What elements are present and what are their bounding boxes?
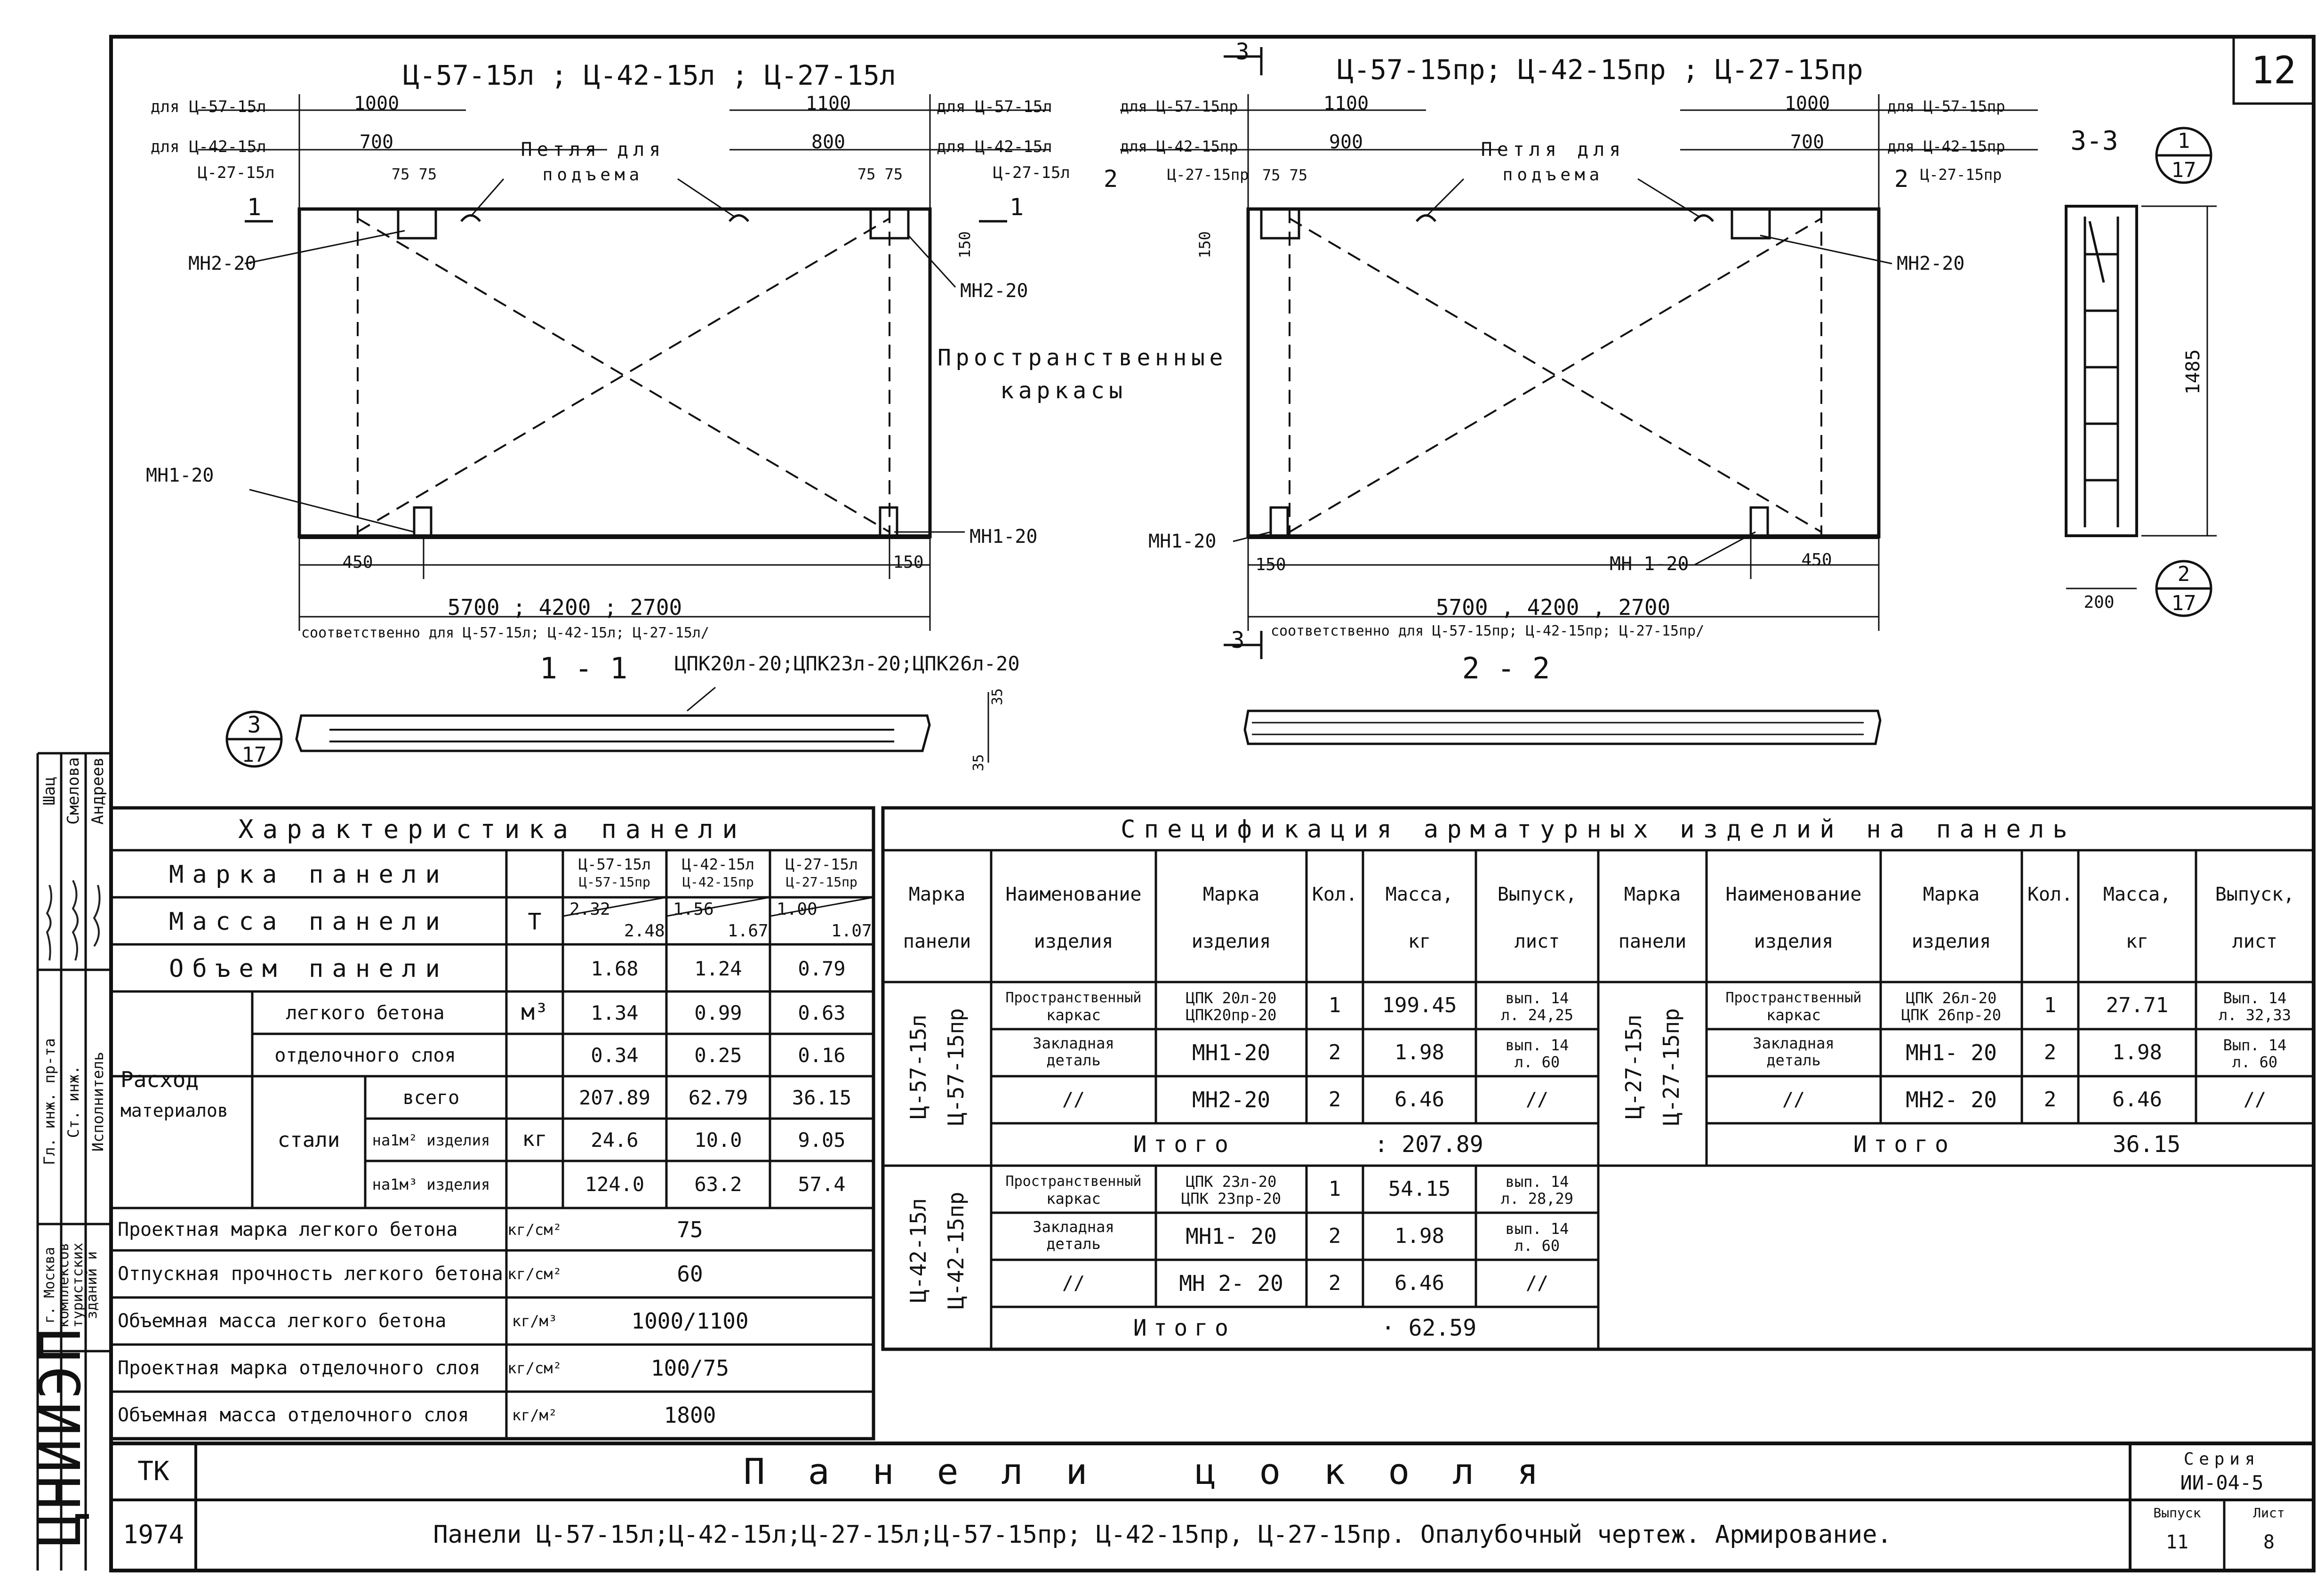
spec-embed-name-2: деталь [1766, 1051, 1821, 1069]
left-for-57: для Ц-57-15л [151, 97, 266, 116]
col-b-1: Ц-42-15л [681, 855, 755, 873]
right-for-57-right: для Ц-57-15пр [1887, 97, 2005, 115]
spec-mn1-qty: 2 [1328, 1224, 1341, 1248]
spec-mn1-qty: 2 [2044, 1040, 2057, 1064]
spec-header-h_issue-2: лист [1514, 931, 1560, 952]
dim-1485: 1485 [2182, 349, 2204, 395]
ref-3-17-bottom: 17 [241, 743, 267, 767]
ref-1-17-bottom: 17 [2171, 158, 2196, 182]
spec-mn1-mass: 1.98 [1394, 1224, 1444, 1248]
spec-mn1-issue-2: л. 60 [2232, 1053, 2278, 1071]
spec-mn2-qty: 2 [2044, 1088, 2057, 1112]
name-3: Андреев [88, 757, 107, 825]
spec-frame-qty: 1 [1328, 1177, 1341, 1201]
spec-panel-mark-1: Ц-27-15л [1621, 1015, 1646, 1119]
char-value-cell: 24.6 [591, 1128, 639, 1152]
left-dim-700: 700 [359, 131, 394, 153]
mass-a2: 2.48 [624, 921, 665, 941]
spec-header-h_mass-2: кг [2125, 931, 2149, 952]
right-mn1-label-right: МН 1-20 [1610, 553, 1689, 575]
right-loop-label-2: подъема [1502, 165, 1604, 185]
right-dim-1100: 1100 [1323, 93, 1369, 114]
section-2-2-label: 2 - 2 [1462, 651, 1550, 685]
spec-ditto-issue: // [2243, 1089, 2267, 1111]
spec-total-value: : 207.89 [1374, 1131, 1483, 1158]
left-dim-800: 800 [811, 131, 846, 153]
spec-total-value: 36.15 [2112, 1131, 2181, 1158]
spec-mn2-mark: МН 2- 20 [1179, 1271, 1283, 1296]
series-label: Серия [2183, 1450, 2260, 1469]
char-value-cell: 0.25 [694, 1044, 742, 1067]
spec-mn1-issue-1: вып. 14 [1505, 1220, 1569, 1238]
char-bottom-value: 60 [677, 1261, 703, 1287]
char-bottom-value: 1800 [664, 1402, 716, 1428]
left-dim-150-bottom: 150 [893, 553, 924, 572]
right-mn2-label: МН2-20 [1897, 253, 1965, 274]
spec-frame-name-1: Пространственный [1005, 990, 1142, 1006]
spec-frame-name-2: каркас [1766, 1006, 1821, 1024]
year-label: 1974 [122, 1520, 184, 1549]
spec-panel-mark-2: Ц-57-15пр [943, 1008, 969, 1126]
char-bottom-label: Проектная марка легкого бетона [118, 1219, 458, 1241]
char-value-cell: 0.16 [798, 1044, 846, 1067]
char-value-cell: 124.0 [585, 1173, 645, 1196]
spec-header-h_issue-2: лист [2232, 931, 2278, 952]
consumption-label-1: Расход [120, 1067, 199, 1092]
role-chief-engineer: Гл. инж. пр-та [40, 1038, 58, 1165]
char-bottom-value: 100/75 [650, 1355, 729, 1381]
spec-frame-issue-1: Вып. 14 [2223, 989, 2287, 1007]
steel-per-m3-label: на1м³ изделия [372, 1176, 490, 1193]
section-1-1-label: 1 - 1 [539, 651, 628, 685]
spec-mn2-mass: 6.46 [2112, 1088, 2162, 1112]
frames-label-1: Пространственные [938, 345, 1227, 371]
spec-mn1-issue-2: л. 60 [1514, 1237, 1560, 1255]
right-dim-150-bottom: 150 [1255, 555, 1286, 574]
char-bottom-value: 75 [677, 1217, 703, 1242]
mass-a1: 2.32 [569, 900, 610, 919]
spec-panel-mark-2: Ц-27-15пр [1659, 1008, 1684, 1126]
char-value-cell: 1.68 [591, 957, 639, 980]
char-value-cell: 57.4 [798, 1173, 846, 1196]
right-for-27-right: Ц-27-15пр [1920, 166, 2002, 184]
unit-kg: кг [522, 1127, 547, 1151]
ref-1-17-top: 1 [2177, 129, 2190, 153]
unit-m3: м³ [521, 999, 548, 1025]
steel-label: стали [277, 1128, 340, 1152]
org-desc-3: комплексов [56, 1242, 72, 1328]
spec-header-h_name-1: Наименование [1725, 884, 1862, 905]
left-for-42-right: для Ц-42-15л [937, 137, 1052, 156]
sheet-number: 12 [2251, 48, 2297, 92]
char-value-cell: 207.89 [579, 1086, 650, 1109]
issue-label: Выпуск [2153, 1505, 2201, 1521]
left-for-27: Ц-27-15л [198, 163, 275, 182]
char-value-cell: 1.24 [694, 957, 742, 980]
char-value-cell: 0.34 [591, 1044, 639, 1067]
spec-total-label: Итого [1133, 1315, 1235, 1341]
char-value-cell: 1.34 [591, 1001, 639, 1024]
spec-frame-mark-2: ЦПК20пр-20 [1186, 1006, 1277, 1024]
left-mn2-label: МН2-20 [188, 253, 256, 274]
mass-b1: 1.56 [673, 900, 714, 919]
left-dim-1100: 1100 [805, 93, 851, 114]
spec-total-value: · 62.59 [1381, 1315, 1477, 1341]
document-title: Панели цоколя [743, 1450, 1582, 1492]
spec-header-h_mass-2: кг [1408, 931, 1431, 952]
spec-frame-mass: 199.45 [1382, 993, 1457, 1017]
spec-frame-issue-2: л. 28,29 [1500, 1190, 1574, 1208]
spec-header-h_name-2: изделия [1034, 931, 1114, 952]
spec-frame-qty: 1 [2044, 993, 2057, 1017]
spec-mn1-issue-1: Вып. 14 [2223, 1036, 2287, 1054]
spec-embed-name-1: Закладная [1033, 1218, 1114, 1236]
spec-mn1-issue-2: л. 60 [1514, 1053, 1560, 1071]
specification-title: Спецификация арматурных изделий на панель [1121, 815, 2076, 844]
right-dim-700: 700 [1790, 131, 1825, 153]
mass-c2: 1.07 [831, 921, 872, 941]
row-panel-volume: Объем панели [168, 955, 449, 983]
role-executor: Исполнитель [89, 1052, 107, 1152]
char-value-cell: 0.79 [798, 957, 846, 980]
spec-header-h_mass-1: Масса, [1385, 884, 1454, 905]
spec-frame-name-2: каркас [1046, 1006, 1101, 1024]
spec-header-h_mark-2: изделия [1191, 931, 1271, 952]
char-bottom-unit: кг/см² [507, 1359, 562, 1377]
spec-header-h_issue-1: Выпуск, [1497, 884, 1577, 905]
frames-label-2: каркасы [1000, 378, 1127, 404]
spec-frame-mark-2: ЦПК 23пр-20 [1181, 1190, 1281, 1208]
col-b-2: Ц-42-15пр [682, 874, 754, 890]
spec-ditto-name: // [1782, 1089, 1805, 1111]
right-for-42: для Ц-42-15пр [1120, 137, 1238, 155]
ref-3-17-top: 3 [247, 712, 261, 738]
right-dim-150: 150 [1196, 231, 1214, 258]
section-3-3-label: 3-3 [2070, 126, 2118, 156]
org-desc-1: зданий и [84, 1251, 100, 1320]
left-dim-450: 450 [342, 553, 373, 572]
spec-mn2-qty: 2 [1328, 1088, 1341, 1112]
right-for-57: для Ц-57-15пр [1120, 97, 1238, 115]
char-value-cell: 63.2 [694, 1173, 742, 1196]
spec-header-h_mass-1: Масса, [2103, 884, 2172, 905]
spec-total-label: Итого [1133, 1131, 1235, 1158]
document-subtitle: Панели Ц-57-15л;Ц-42-15л;Ц-27-15л;Ц-57-15пр; Ц-42-15пр, Ц-27-15пр. Опалубочный чертеж. Армирование. [433, 1521, 1892, 1549]
spec-header-h_panel-2: панели [903, 931, 971, 952]
spec-frame-name-1: Пространственный [1005, 1173, 1142, 1190]
char-value-cell: 0.63 [798, 1001, 846, 1024]
section-cut-3-bottom: 3 [1231, 627, 1245, 653]
left-dim-75-right: 75 75 [857, 165, 903, 183]
spec-mn1-issue-1: вып. 14 [1505, 1036, 1569, 1054]
char-value-cell: 10.0 [694, 1128, 742, 1152]
spec-embed-name-1: Закладная [1033, 1034, 1114, 1052]
char-value-cell: 0.99 [694, 1001, 742, 1024]
spec-header-h_panel-1: Марка [908, 884, 966, 905]
spec-panel-mark-2: Ц-42-15пр [943, 1192, 969, 1309]
spec-header-h_issue-1: Выпуск, [2215, 884, 2295, 905]
right-cut-2-right: 2 [1894, 165, 1909, 193]
dim-200: 200 [2084, 593, 2115, 612]
row-panel-mass: Масса панели [168, 908, 449, 936]
signatures [38, 876, 111, 970]
right-cut-2: 2 [1103, 165, 1118, 193]
left-for-57-right: для Ц-57-15л [937, 97, 1052, 116]
spec-frame-issue-2: л. 24,25 [1500, 1006, 1574, 1024]
right-dim-75: 75 75 [1262, 166, 1308, 184]
spec-mn1-mark: МН1- 20 [1186, 1224, 1277, 1249]
char-bottom-label: Объемная масса легкого бетона [118, 1310, 447, 1332]
spec-header-qty: Кол. [2027, 884, 2073, 905]
col-c-2: Ц-27-15пр [786, 874, 857, 890]
mass-c1: 1.00 [777, 900, 817, 919]
spec-mn2-mark: МН2-20 [1192, 1087, 1271, 1112]
dim-35-top: 35 [989, 688, 1006, 706]
char-value-cell: 36.15 [792, 1086, 852, 1109]
light-concrete-label: легкого бетона [286, 1002, 445, 1024]
org-logo: ЦНИИЭП [28, 1325, 94, 1547]
right-plan-title: Ц-57-15пр; Ц-42-15пр ; Ц-27-15пр [1337, 54, 1863, 86]
spec-mn1-mass: 1.98 [2112, 1040, 2162, 1064]
tk-label: ТК [137, 1456, 169, 1487]
spec-frame-mark-1: ЦПК 26л-20 [1906, 989, 1997, 1007]
right-dim-900: 900 [1329, 131, 1363, 153]
characteristics-title: Характеристика панели [238, 814, 746, 844]
left-dim-1000: 1000 [353, 93, 400, 114]
mass-b2: 1.67 [728, 921, 769, 941]
spec-frame-issue-2: л. 32,33 [2218, 1006, 2292, 1024]
spec-header-h_panel-2: панели [1618, 931, 1687, 952]
spec-header-qty: Кол. [1312, 884, 1358, 905]
steel-per-item-label: на1м² изделия [372, 1131, 490, 1149]
spec-ditto-issue: // [1525, 1089, 1549, 1111]
row-panel-mark: Марка панели [168, 861, 449, 889]
consumption-label-2: материалов [120, 1100, 228, 1121]
left-length: 5700 ; 4200 ; 2700 [447, 595, 682, 620]
char-bottom-unit: кг/см² [507, 1221, 562, 1239]
spec-mn2-mark: МН2- 20 [1906, 1087, 1997, 1112]
left-dim-150: 150 [956, 231, 974, 258]
spec-frame-mark-1: ЦПК 20л-20 [1186, 989, 1277, 1007]
right-note: соответственно для Ц-57-15пр; Ц-42-15пр; Ц-27-15пр/ [1271, 623, 1705, 639]
name-1: Шац [40, 776, 59, 806]
series-value: ИИ-04-5 [2180, 1471, 2264, 1494]
spec-frame-issue-1: вып. 14 [1505, 1173, 1569, 1191]
name-2: Смелова [64, 757, 83, 825]
spec-frame-qty: 1 [1328, 993, 1341, 1017]
left-dim-75: 75 75 [391, 165, 437, 183]
right-length: 5700 , 4200 , 2700 [1435, 595, 1671, 620]
spec-mn2-qty: 2 [1328, 1271, 1341, 1295]
finish-layer-label: отделочного слоя [274, 1045, 456, 1066]
spec-mn1-mark: МН1- 20 [1906, 1040, 1997, 1065]
spec-panel-mark-1: Ц-42-15л [906, 1198, 931, 1303]
spec-mn1-qty: 2 [1328, 1040, 1341, 1064]
spec-frame-mark-2: ЦПК 26пр-20 [1901, 1006, 2001, 1024]
spec-frame-name-2: каркас [1046, 1190, 1101, 1208]
char-value-cell: 9.05 [798, 1128, 846, 1152]
right-for-27: Ц-27-15пр [1167, 166, 1249, 184]
spec-embed-name-2: деталь [1046, 1235, 1101, 1253]
sheet-label: Лист [2253, 1505, 2285, 1521]
left-mn1-label: МН1-20 [146, 465, 214, 486]
col-a-2: Ц-57-15пр [579, 874, 650, 890]
sheet-value: 8 [2263, 1531, 2275, 1553]
left-mn1-label-right: МН1-20 [970, 526, 1038, 548]
spec-frame-name-1: Пространственный [1725, 990, 1862, 1006]
unit-t: Т [528, 909, 542, 935]
spec-mn2-mass: 6.46 [1394, 1271, 1444, 1295]
org-desc-2: туристских [70, 1242, 86, 1328]
left-for-42: для Ц-42-15л [151, 137, 266, 156]
right-dim-450: 450 [1801, 550, 1832, 570]
spec-header-h_panel-1: Марка [1624, 884, 1681, 905]
left-plan-title: Ц-57-15л ; Ц-42-15л ; Ц-27-15л [403, 59, 896, 91]
left-loop-label-2: подъема [542, 165, 644, 185]
spec-header-h_name-1: Наименование [1005, 884, 1142, 905]
ref-2-17-bottom: 17 [2171, 591, 2196, 615]
spec-header-h_mark-1: Марка [1202, 884, 1260, 905]
right-mn1-label: МН1-20 [1148, 531, 1217, 552]
ref-2-17-top: 2 [2177, 562, 2190, 586]
spec-header-h_name-2: изделия [1754, 931, 1834, 952]
col-c-1: Ц-27-15л [785, 855, 858, 873]
spec-frame-mass: 54.15 [1388, 1177, 1451, 1201]
spec-header-h_mark-2: изделия [1911, 931, 1991, 952]
issue-value: 11 [2165, 1531, 2189, 1553]
right-dim-1000: 1000 [1784, 93, 1830, 114]
left-loop-label-1: Петля для [521, 139, 665, 161]
col-a-1: Ц-57-15л [578, 855, 651, 873]
org-desc-4: г. Москва [41, 1247, 58, 1324]
char-bottom-unit: кг/м² [512, 1406, 558, 1424]
left-frames-note: ЦПК20л-20;ЦПК23л-20;ЦПК26л-20 [674, 652, 1020, 675]
spec-header-h_mark-1: Марка [1923, 884, 1980, 905]
spec-frame-issue-1: вып. 14 [1505, 989, 1569, 1007]
spec-ditto-issue: // [1525, 1273, 1549, 1294]
steel-total-label: всего [402, 1087, 460, 1109]
spec-frame-mass: 27.71 [2106, 993, 2169, 1017]
left-note: соответственно для Ц-57-15л; Ц-42-15л; Ц-27-15л/ [301, 625, 709, 641]
char-bottom-label: Отпускная прочность легкого бетона [118, 1263, 503, 1285]
char-bottom-label: Проектная марка отделочного слоя [118, 1357, 481, 1379]
left-for-27-right: Ц-27-15л [993, 163, 1070, 182]
section-cut-3-top: 3 [1235, 39, 1250, 65]
right-loop-label-1: Петля для [1481, 139, 1626, 161]
spec-panel-mark-1: Ц-57-15л [906, 1015, 931, 1119]
spec-ditto-name: // [1062, 1273, 1085, 1294]
spec-mn1-mark: МН1-20 [1192, 1040, 1271, 1065]
dim-35-bottom: 35 [970, 754, 987, 772]
spec-mn1-mass: 1.98 [1394, 1040, 1444, 1064]
spec-embed-name-1: Закладная [1753, 1034, 1835, 1052]
left-cut-1: 1 [247, 193, 262, 221]
right-for-42-right: для Ц-42-15пр [1887, 137, 2005, 155]
char-bottom-value: 1000/1100 [631, 1308, 749, 1334]
char-bottom-unit: кг/см² [507, 1265, 562, 1283]
spec-ditto-name: // [1062, 1089, 1085, 1111]
char-bottom-unit: кг/м³ [512, 1312, 558, 1330]
spec-total-label: Итого [1853, 1131, 1955, 1158]
char-value-cell: 62.79 [688, 1086, 748, 1109]
spec-frame-mark-1: ЦПК 23л-20 [1186, 1173, 1277, 1191]
spec-mn2-mass: 6.46 [1394, 1088, 1444, 1112]
char-bottom-label: Объемная масса отделочного слоя [118, 1404, 469, 1426]
spec-embed-name-2: деталь [1046, 1051, 1101, 1069]
left-cut-1-right: 1 [1009, 193, 1024, 221]
left-mn2-label-right: МН2-20 [960, 280, 1028, 302]
role-senior-engineer: Ст. инж. [64, 1065, 82, 1138]
